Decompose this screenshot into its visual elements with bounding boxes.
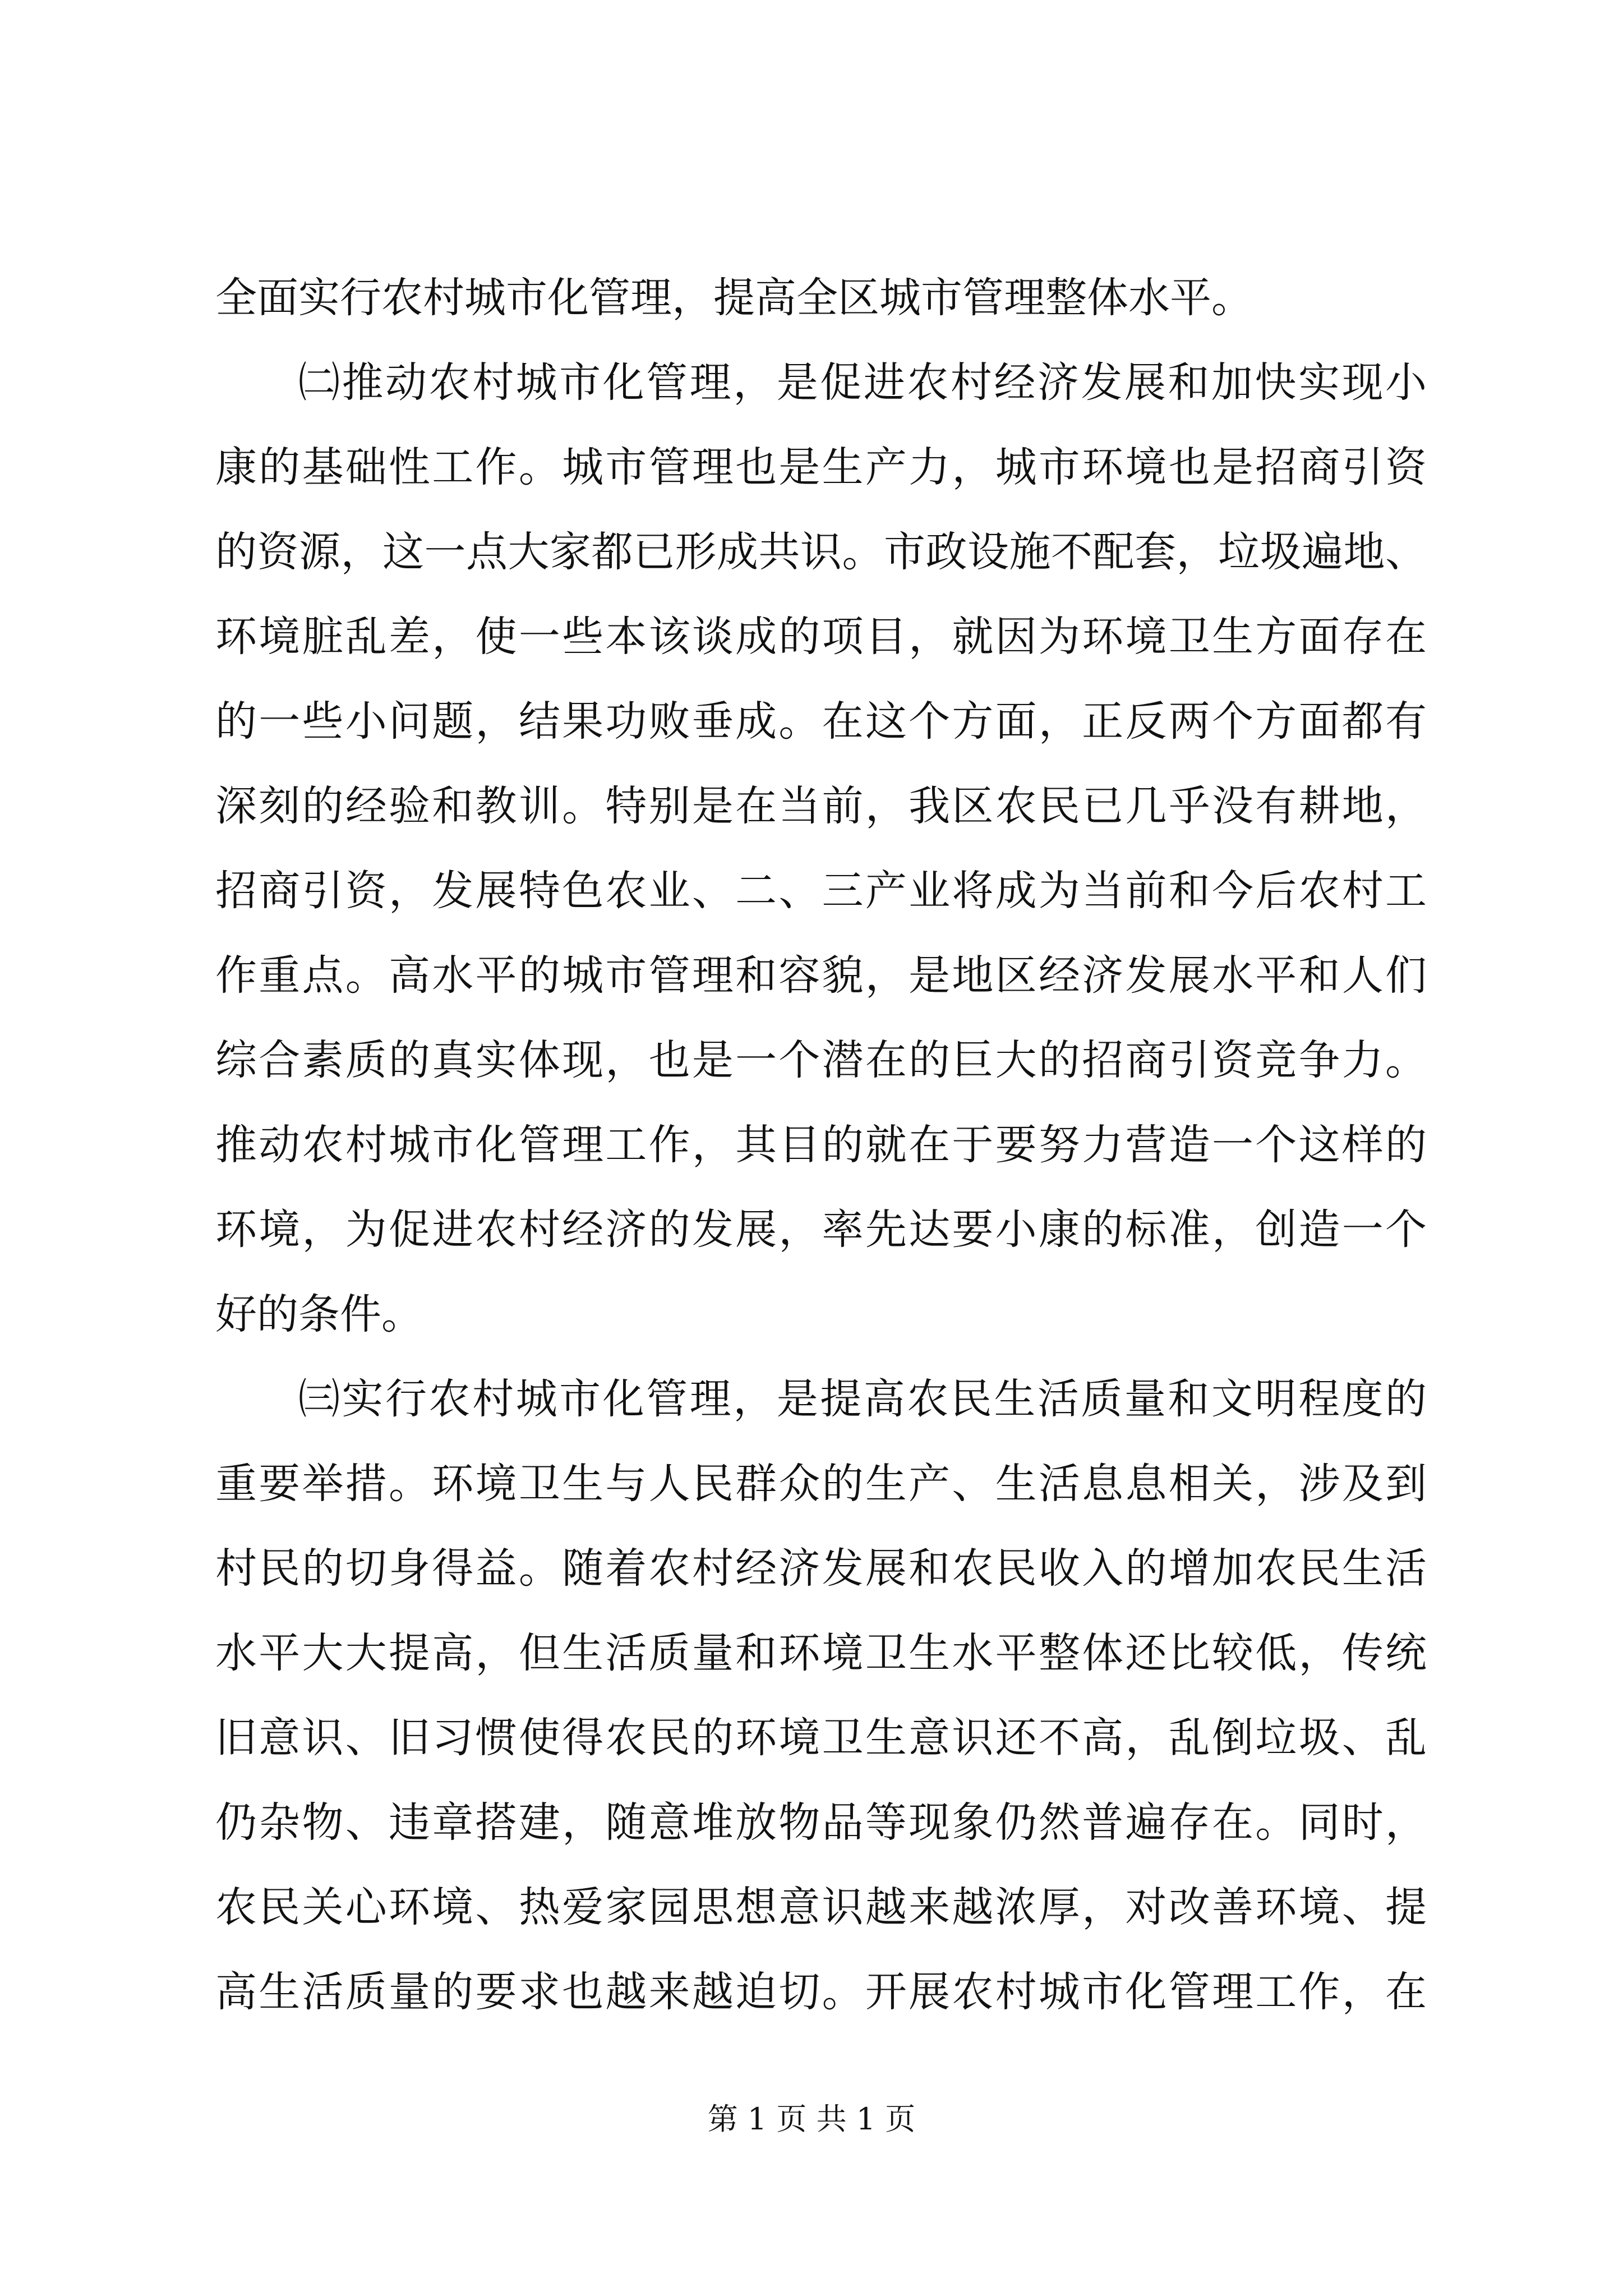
page-number-footer: 第 1 页 共 1 页 bbox=[707, 2101, 916, 2137]
paragraph-line: 环境脏乱差，使一些本该谈成的项目，就因为环境卫生方面存在 bbox=[215, 613, 1427, 661]
paragraph-line: 的资源，这一点大家都已形成共识。市政设施不配套，垃圾遍地、 bbox=[215, 528, 1427, 576]
paragraph-line: 的一些小问题，结果功败垂成。在这个方面，正反两个方面都有 bbox=[215, 697, 1427, 746]
paragraph-line: 深刻的经验和教训。特别是在当前，我区农民已几乎没有耕地， bbox=[215, 782, 1427, 830]
paragraph-line: 旧意识、旧习惯使得农民的环境卫生意识还不高，乱倒垃圾、乱 bbox=[215, 1714, 1427, 1762]
paragraph-line: 全面实行农村城市化管理，提高全区城市管理整体水平。 bbox=[215, 274, 1253, 322]
paragraph-line: 综合素质的真实体现，也是一个潜在的巨大的招商引资竞争力。 bbox=[215, 1036, 1427, 1084]
paragraph-line: 仍杂物、违章搭建，随意堆放物品等现象仍然普遍存在。同时， bbox=[215, 1798, 1427, 1847]
paragraph-line: 环境，为促进农村经济的发展，率先达要小康的标准，创造一个 bbox=[215, 1205, 1427, 1254]
paragraph-line: 农民关心环境、热爱家园思想意识越来越浓厚，对改善环境、提 bbox=[215, 1883, 1427, 1931]
paragraph-line: ㈢实行农村城市化管理，是提高农民生活质量和文明程度的 bbox=[298, 1375, 1427, 1423]
paragraph-line: 高生活质量的要求也越来越迫切。开展农村城市化管理工作，在 bbox=[215, 1968, 1427, 2016]
paragraph-line: 康的基础性工作。城市管理也是生产力，城市环境也是招商引资 bbox=[215, 443, 1427, 491]
paragraph-line: 作重点。高水平的城市管理和容貌，是地区经济发展水平和人们 bbox=[215, 951, 1427, 1000]
paragraph-line: 招商引资，发展特色农业、二、三产业将成为当前和今后农村工 bbox=[215, 867, 1427, 915]
paragraph-line: 好的条件。 bbox=[215, 1290, 423, 1338]
paragraph-line: 推动农村城市化管理工作，其目的就在于要努力营造一个这样的 bbox=[215, 1121, 1427, 1169]
paragraph-line: 村民的切身得益。随着农村经济发展和农民收入的增加农民生活 bbox=[215, 1544, 1427, 1593]
paragraph-line: ㈡推动农村城市化管理，是促进农村经济发展和加快实现小 bbox=[298, 358, 1427, 407]
body-text bbox=[215, 256, 1427, 2035]
paragraph-line: 重要举措。环境卫生与人民群众的生产、生活息息相关，涉及到 bbox=[215, 1460, 1427, 1508]
paragraph-line: 水平大大提高，但生活质量和环境卫生水平整体还比较低，传统 bbox=[215, 1629, 1427, 1677]
